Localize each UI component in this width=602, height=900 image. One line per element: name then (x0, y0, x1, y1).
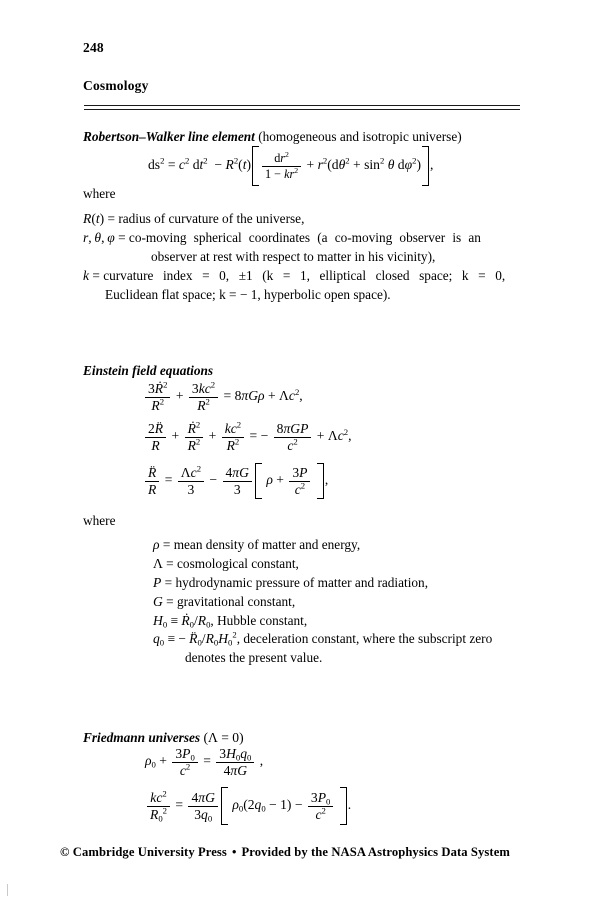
definition-row: G = gravitational constant, (153, 593, 296, 609)
page-footer (60, 845, 560, 860)
definition-row: Λ = cosmological constant, (153, 555, 299, 571)
definition-text: curvature index = 0, ±1 (k = 1, elliptical closed space; k = 0, (103, 267, 506, 283)
definition-text: co-moving spherical coordinates (a co-moving observer is an (128, 229, 481, 245)
definition-row: $H_0$ ≡ $Ṙ_0/R_0$, Hubble constant, (153, 612, 308, 629)
definition-text: cosmological constant, (177, 555, 299, 571)
section-title-paren: (homogeneous and isotropic universe) (258, 129, 462, 144)
footer-separator: • (231, 845, 237, 859)
definition-list-robertson-walker (83, 210, 523, 304)
scan-artifact (7, 884, 8, 896)
footer-copyright: © Cambridge University Press (60, 845, 227, 859)
section-heading-einstein (83, 362, 213, 380)
definition-text: gravitational constant, (176, 593, 296, 609)
equation-robertson-walker: $ds^2 = c^2$ $dt^2 - R^2(t)$ $\frac{dr^2}{1 - kr^2}$ + $r^2(d\theta^2 + \sin^2 \theta$ $d\varphi^2$) , (148, 146, 433, 186)
equation-friedmann-1: $\rho_0$ + $\frac{3P_0}{c^2}$ = $\frac{3H_0q_0}{4\pi G}$ , (145, 746, 264, 778)
section-title-text: Friedmann universes (83, 730, 201, 745)
definition-symbol: Λ (153, 555, 163, 571)
definition-text: radius of curvature of the universe, (118, 211, 305, 226)
footer-provider: Provided by the NASA Astrophysics Data System (241, 845, 510, 859)
definition-list-einstein (153, 536, 553, 668)
definition-text: hydrodynamic pressure of matter and radiation, (175, 574, 429, 590)
definition-text: , deceleration constant, where the subscript zero (236, 631, 493, 647)
definition-row: r, θ, φ = co-moving spherical coordinates (a co-moving observer is an (83, 229, 523, 248)
definition-symbol: P (153, 574, 162, 590)
equation-friedmann-2: $\frac{kc^2}{R_0^2}$ = $\frac{4\pi G}{3q_0}$ $\rho_0(2q_0 - 1)$ − $\frac{3P_0}{c^2}$ . (145, 787, 351, 825)
definition-row: $q_0$ ≡ − $R̈_0/R_0H_0^2$, deceleration constant, where the subscript zero (153, 629, 493, 648)
equation-einstein-2: $\frac{2R̈}{R}$ + $\frac{Ṙ^2}{R^2}$ + $\frac{kc^2}{R^2}$ = − $\frac{\text{8πGP}}{c^2}$ + $\Lambda c^2$, (143, 422, 352, 452)
definition-row: ρ = mean density of matter and energy, (153, 537, 361, 552)
definition-symbol: R (83, 211, 92, 226)
definition-text: , Hubble constant, (210, 612, 308, 628)
where-label-robertson-walker: where (83, 186, 116, 201)
section-title-text: Einstein field equations (83, 363, 214, 378)
definition-continuation: denotes the present value. (185, 650, 323, 666)
section-heading-robertson-walker (83, 128, 523, 146)
definition-row: k = curvature index = 0, ±1 (k = 1, elliptical closed space; k = 0, (83, 267, 523, 286)
header-double-rule (84, 105, 520, 110)
equation-einstein-3: $\frac{R̈}{R}$ = $\frac{\Lambda c^2}{3}$ − $\frac{4\pi G}{3}$ ρ + $\frac{3P}{c^2}$ , (143, 463, 328, 499)
section-heading-friedmann (83, 729, 244, 747)
definition-text: mean density of matter and energy, (173, 537, 361, 552)
page-number: 248 (83, 40, 104, 55)
running-head: Cosmology (83, 78, 149, 93)
where-label-einstein: where (83, 513, 116, 528)
definition-symbol: k (83, 267, 90, 283)
section-title-text: Robertson–Walker line element (83, 129, 255, 144)
definition-symbol: ρ (153, 537, 160, 552)
section-title-paren: (Λ = 0) (203, 730, 244, 745)
definition-continuation: observer at rest with respect to matter in his vicinity), (151, 248, 436, 264)
definition-row: R(t) = radius of curvature of the universe, (83, 211, 305, 226)
equation-einstein-1: $\frac{3Ṙ^2}{R^2}$ + $\frac{3kc^2}{R^2}$ = $8\pi G\rho + \Lambda c^2$, (143, 382, 303, 412)
definition-symbol: G (153, 593, 163, 609)
definition-continuation: Euclidean flat space; k = − 1, hyperbolic open space). (105, 286, 391, 302)
definition-row: P = hydrodynamic pressure of matter and radiation, (153, 574, 429, 590)
